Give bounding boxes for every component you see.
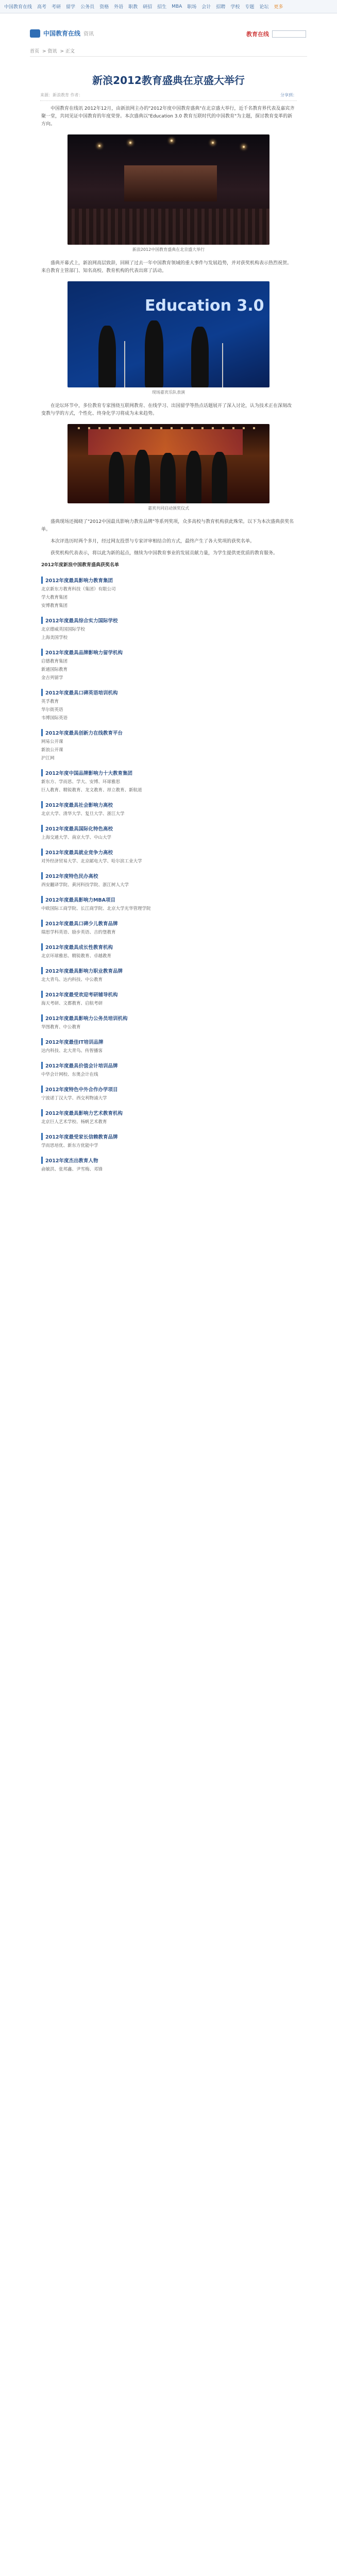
award-winners: 学而思培优、新东方优能中学 — [41, 1143, 98, 1148]
performer — [98, 326, 116, 387]
nav-item[interactable]: 论坛 — [259, 5, 269, 10]
guest — [160, 453, 176, 503]
guest — [186, 451, 201, 503]
lead-paragraph: 中国教育在线讯 2012年12月，由新浪网主办的"2012年度中国教育盛典"在北京盛大举行，近千名教育界代表及嘉宾齐聚一堂，共同见证中国教育的年度荣誉。本次盛典以"Education 3.0 教育互联时代的中国教育"为主题，探讨教育变革的新方向。 — [41, 106, 295, 127]
nav-item[interactable]: 留学 — [66, 5, 76, 10]
nav-item[interactable]: 公务员 — [80, 5, 95, 10]
nav-item[interactable]: 考研 — [52, 5, 61, 10]
brand-text: 教育在线 — [246, 31, 269, 38]
guest — [109, 452, 124, 503]
award-winners: 北大青鸟、达内科技、中公教育 — [41, 977, 103, 982]
award-winners: 上海交通大学、南京大学、中山大学 — [41, 835, 112, 840]
article-source: 来源：新浪教育 作者： — [40, 93, 83, 97]
event-photo-3 — [68, 424, 269, 503]
photo-caption-1: 新浪2012中国教育盛典在北京盛大举行 — [132, 247, 205, 252]
award-category: 2012年度中国品牌影响力十大教育集团 — [41, 769, 296, 776]
paragraph-3: 盛典现场还揭晓了"2012中国最具影响力教育品牌"等系列奖项，众多高校与教育机构获此殊荣。以下为本次盛典获奖名单。 — [41, 519, 294, 532]
article-meta — [40, 92, 297, 101]
award-category: 2012年度最受家长信赖教育品牌 — [41, 1133, 296, 1140]
award-winners: 安博教育集团 — [41, 603, 68, 608]
award-winners: 启德教育集团 — [41, 659, 68, 664]
award-winners: 新通国际教育 — [41, 667, 68, 672]
award-winners: 英孚教育 — [41, 699, 59, 704]
award-winners: 华尔街英语 — [41, 707, 63, 713]
nav-item[interactable]: 外语 — [114, 5, 124, 10]
stage-light — [171, 140, 173, 142]
award-category: 2012年度最具创新力在线教育平台 — [41, 729, 296, 736]
breadcrumb-home[interactable]: 首页 — [30, 49, 40, 54]
share-link[interactable]: 分享到： — [280, 93, 297, 97]
event-photo-1 — [68, 134, 269, 245]
breadcrumb-channel[interactable]: 资讯 — [47, 49, 57, 54]
award-winners: 沪江网 — [41, 756, 55, 761]
award-category: 2012年度最具价值会计培训品牌 — [41, 1062, 296, 1069]
award-winners: 网易公开课 — [41, 739, 63, 744]
stage-screen — [124, 165, 217, 201]
nav-item[interactable]: 更多 — [274, 5, 283, 10]
stage-light — [243, 146, 245, 148]
stage-light — [212, 142, 214, 144]
award-category: 2012年度最具社会影响力高校 — [41, 801, 296, 808]
award-category: 2012年度特色中外合作办学项目 — [41, 1086, 296, 1093]
paragraph-4: 本次评选历时两个多月，经过网友投票与专家评审相结合的方式，最终产生了各大奖项的获奖名单。 — [50, 539, 255, 544]
award-winners: 中华会计网校、东奥会计在线 — [41, 1072, 98, 1077]
award-category: 2012年度特色民办高校 — [41, 872, 296, 879]
award-winners: 中欧国际工商学院、长江商学院、北京大学光华管理学院 — [41, 906, 151, 911]
stage-light — [98, 145, 100, 147]
photo-caption-2: 现场嘉宾乐队表演 — [152, 390, 185, 395]
award-winners: 新浪公开课 — [41, 748, 63, 753]
nav-item[interactable]: 中国教育在线 — [4, 5, 32, 10]
article-title: 新浪2012教育盛典在京盛大举行 — [92, 74, 245, 87]
award-category: 2012年度最具口碑英语培训机构 — [41, 689, 296, 696]
nav-item[interactable]: 职教 — [128, 5, 138, 10]
nav-item[interactable]: 招生 — [157, 5, 167, 10]
award-winners: 新东方、学而思、学大、安博、环球雅思 — [41, 779, 121, 785]
mic-stand — [124, 341, 125, 387]
award-category: 2012年度杰出教育人物 — [41, 1157, 296, 1164]
article-body — [41, 105, 296, 1173]
award-winners: 北京大学、清华大学、复旦大学、浙江大学 — [41, 811, 125, 817]
nav-item[interactable]: MBA — [172, 4, 182, 9]
award-category: 2012年度最具成长性教育机构 — [41, 943, 296, 951]
award-winners: 宁波诺丁汉大学、西交利物浦大学 — [41, 1096, 107, 1101]
site-logo[interactable] — [30, 29, 94, 38]
award-category: 2012年度最具影响力MBA项目 — [41, 896, 296, 903]
nav-item[interactable]: 资格 — [99, 5, 109, 10]
search-input[interactable] — [272, 30, 306, 38]
stage-light — [129, 142, 131, 144]
award-winners: 巨人教育、精锐教育、龙文教育、昂立教育、新航道 — [41, 788, 142, 793]
paragraph-2: 在论坛环节中，多位教育专家围绕互联网教育、在线学习、出国留学等热点话题展开了深入讨论，认为技术正在深刻改变教与学的方式，个性化、终身化学习将成为未来趋势。 — [41, 403, 292, 416]
award-category: 2012年度最具综合实力国际学校 — [41, 617, 296, 624]
breadcrumb-current: 正文 — [65, 49, 75, 54]
award-winners: 西安翻译学院、黄河科技学院、浙江树人大学 — [41, 883, 129, 888]
nav-item[interactable]: 招聘 — [216, 5, 226, 10]
guest — [134, 450, 150, 503]
top-navigation — [0, 0, 337, 13]
header-right — [246, 30, 306, 38]
award-category: 2012年度最佳IT培训品牌 — [41, 1038, 296, 1045]
award-winners: 俞敏洪、张邦鑫、尹雪梅、邓锋 — [41, 1167, 103, 1172]
photo-caption-3: 嘉宾共同启动颁奖仪式 — [148, 506, 189, 511]
nav-item[interactable]: 学校 — [230, 5, 240, 10]
nav-item[interactable]: 研招 — [143, 5, 153, 10]
award-category: 2012年度最具就业竞争力高校 — [41, 849, 296, 856]
award-winners: 北京德威英国国际学校 — [41, 627, 86, 632]
banner-logo-graphic: Education 3.0 — [145, 297, 264, 315]
nav-item[interactable]: 高考 — [37, 5, 47, 10]
award-category: 2012年度最具口碑少儿教育品牌 — [41, 920, 296, 927]
award-category: 2012年度最具影响力公务员培训机构 — [41, 1014, 296, 1022]
award-winners: 北京环球雅思、精锐教育、卓越教育 — [41, 954, 112, 959]
performer — [145, 320, 163, 387]
site-header — [0, 13, 337, 45]
nav-item[interactable]: 会计 — [201, 5, 211, 10]
logo-text: 中国教育在线 — [43, 30, 81, 37]
award-winners: 瑞思学科英语、励步英语、吉的堡教育 — [41, 930, 116, 935]
award-category: 2012年度最具影响力艺术教育机构 — [41, 1109, 296, 1116]
award-category: 2012年度最受欢迎考研辅导机构 — [41, 991, 296, 998]
award-winners: 金吉列留学 — [41, 675, 63, 681]
award-category: 2012年度最具影响力教育集团 — [41, 577, 296, 584]
stage-lights — [78, 427, 259, 429]
award-winners: 上海美国学校 — [41, 635, 68, 640]
award-winners: 海天考研、文都教育、启航考研 — [41, 1001, 103, 1006]
logo-icon — [30, 29, 40, 38]
performer — [191, 327, 209, 387]
guest — [212, 452, 227, 503]
nav-item[interactable]: 专题 — [245, 5, 255, 10]
paragraph-1: 盛典开幕式上，新浪网高层致辞，回顾了过去一年中国教育领域的重大事件与发展趋势，并对获奖机构表示热烈祝贺。来自教育主管部门、知名高校、教育机构的代表出席了活动。 — [41, 261, 292, 274]
nav-item[interactable]: 职场 — [187, 5, 197, 10]
award-winners: 达内科技、北大青鸟、传智播客 — [41, 1048, 103, 1054]
awards-heading: 2012年度新浪中国教育盛典获奖名单 — [41, 563, 120, 568]
mic-stand — [222, 343, 223, 387]
awards-list — [41, 577, 296, 1173]
event-photo-2 — [68, 281, 269, 387]
channel-name: 资讯 — [83, 31, 94, 37]
award-category: 2012年度最具影响力职业教育品牌 — [41, 967, 296, 974]
award-category: 2012年度最具品牌影响力留学机构 — [41, 649, 296, 656]
award-category: 2012年度最具国际化特色高校 — [41, 825, 296, 832]
article-container — [30, 45, 307, 1174]
award-winners: 韦博国际英语 — [41, 716, 68, 721]
award-winners: 学大教育集团 — [41, 595, 68, 600]
award-winners: 北京新东方教育科技（集团）有限公司 — [41, 587, 116, 592]
stage-backdrop — [88, 429, 243, 455]
award-winners: 对外经济贸易大学、北京邮电大学、哈尔滨工业大学 — [41, 859, 142, 864]
audience — [68, 209, 269, 245]
paragraph-5: 获奖机构代表表示，将以此为新的起点，继续为中国教育事业的发展贡献力量，为学生提供更优质的教育服务。 — [50, 551, 278, 556]
award-winners: 华图教育、中公教育 — [41, 1025, 81, 1030]
award-winners: 北京巨人艺术学校、杨帆艺术教育 — [41, 1120, 107, 1125]
breadcrumb: 首页 > 资讯 > 正文 — [30, 45, 307, 57]
